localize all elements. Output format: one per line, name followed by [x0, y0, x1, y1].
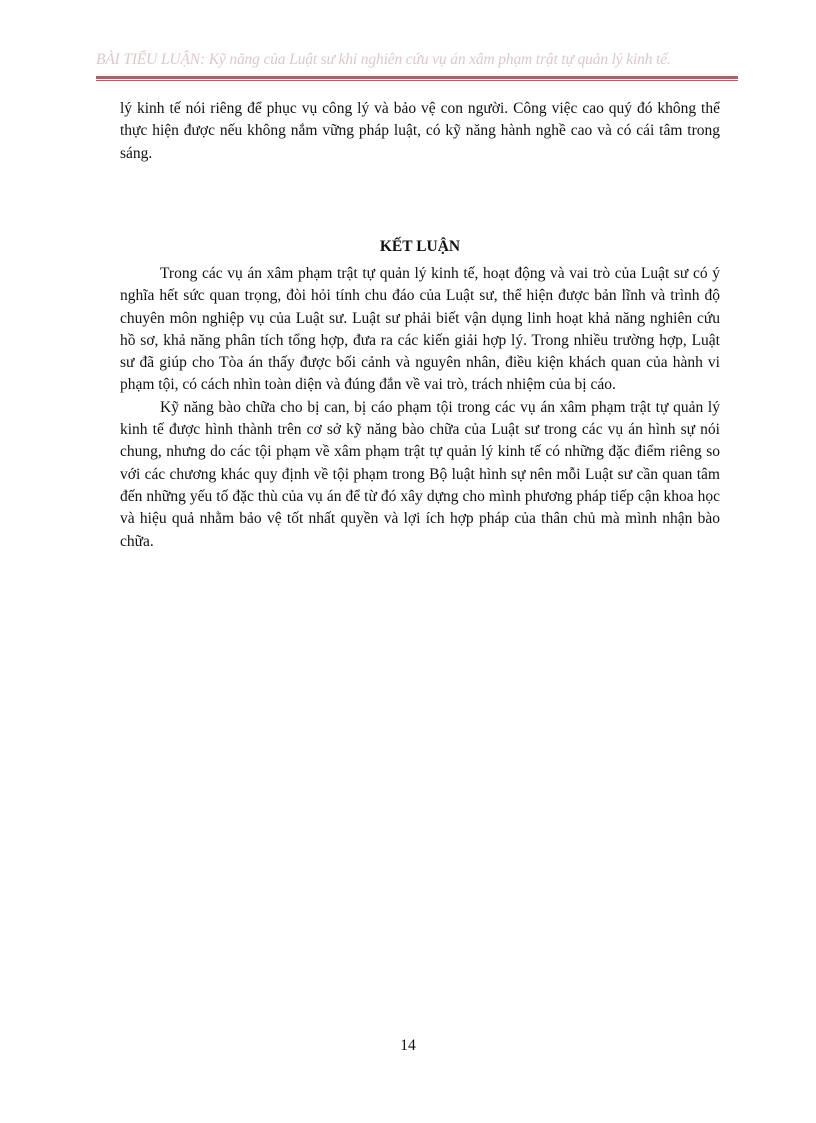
continued-paragraph: lý kinh tế nói riêng để phục vụ công lý và bảo vệ con người. Công việc cao quý đó không thể thực hiện được nếu không nắm vững pháp luật, có kỹ năng hành nghề cao và có cái tâm trong sáng.	[120, 100, 720, 162]
header-rule	[96, 76, 738, 81]
body-text	[120, 98, 720, 165]
conclusion-paragraph-2: Kỹ năng bào chữa cho bị can, bị cáo phạm tội trong các vụ án xâm phạm trật tự quản lý kinh tế được hình thành trên cơ sở kỹ năng bào chữa của Luật sư trong các vụ án hình sự nói chung, nhưng do các tội phạm về xâm phạm trật tự quản lý kinh tế có những đặc điểm riêng so với các chương khác quy định về tội phạm trong Bộ luật hình sự nên mỗi Luật sư cần quan tâm đến những yếu tố đặc thù của vụ án để từ đó xây dựng cho mình phương pháp tiếp cận khoa học và hiệu quả nhằm bảo vệ tốt nhất quyền và lợi ích hợp pháp của thân chủ mà mình nhận bào chữa.	[120, 398, 720, 550]
conclusion-body	[120, 263, 720, 553]
conclusion-title: KẾT LUẬN	[379, 238, 461, 255]
page-number: 14	[400, 1037, 416, 1054]
running-header: BÀI TIỂU LUẬN: Kỹ năng của Luật sư khi nghiên cứu vụ án xâm phạm trật tự quản lý kinh tế.	[96, 51, 671, 68]
conclusion-paragraph-1: Trong các vụ án xâm phạm trật tự quản lý kinh tế, hoạt động và vai trò của Luật sư có ý nghĩa hết sức quan trọng, đòi hỏi tính chu đáo của Luật sư, thể hiện được bản lĩnh và trình độ chuyên môn nghiệp vụ của Luật sư. Luật sư phải biết vận dụng linh hoạt khả năng nghiên cứu hồ sơ, khả năng phân tích tổng hợp, đưa ra các kiến giải hợp lý. Trong nhiều trường hợp, Luật sư đã giúp cho Tòa án thấy được bối cảnh và nguyên nhân, điều kiện khách quan của hành vi phạm tội, có cách nhìn toàn diện và đúng đắn về vai trò, trách nhiệm của bị cáo.	[120, 265, 720, 394]
